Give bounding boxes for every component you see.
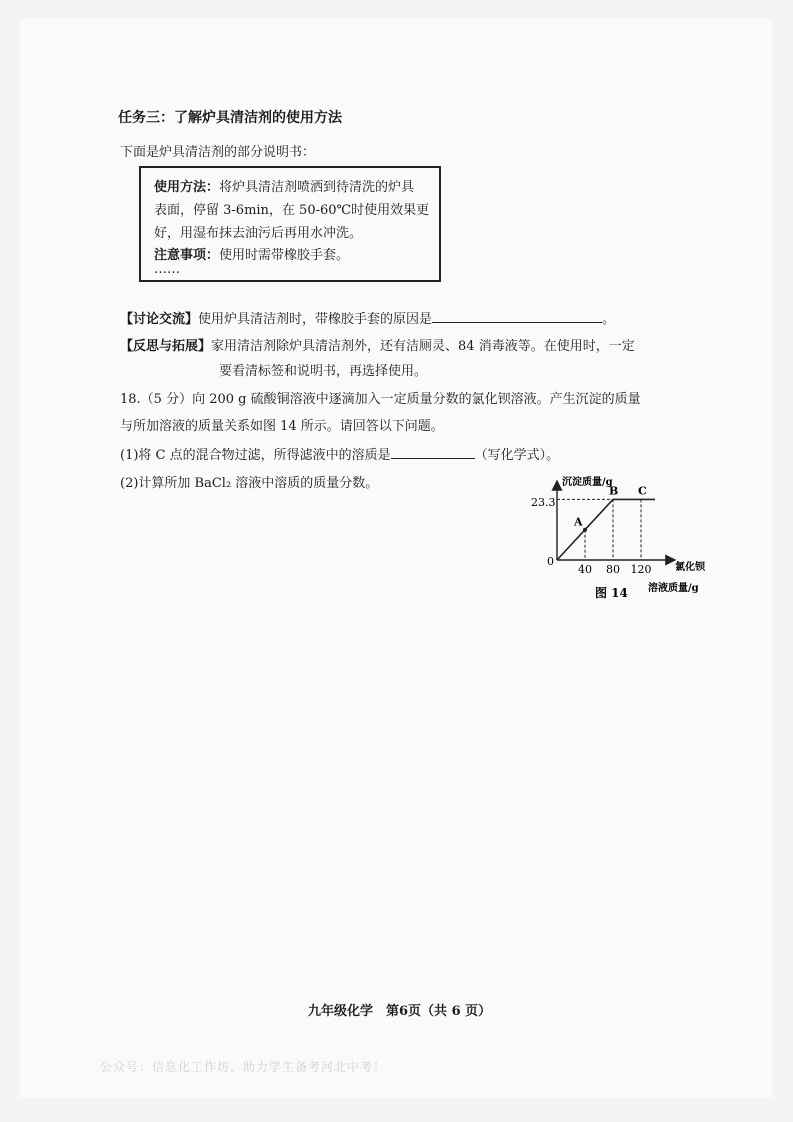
instructions-intro: 下面是炉具清洁剂的部分说明书： <box>120 145 316 160</box>
reflection-text-1: 家用清洁剂除炉具清洁剂外，还有洁厕灵、84 消毒液等。在使用时，一定 <box>211 339 635 354</box>
discussion-answer-blank[interactable] <box>432 310 602 323</box>
discussion-end: 。 <box>602 312 616 327</box>
q18-sub1-answer-blank[interactable] <box>391 446 475 459</box>
q18-line-1: 18.（5 分）向 200 g 硫酸铜溶液中逐滴加入一定质量分数的氯化钡溶液。产生沉淀的质量 <box>120 392 641 407</box>
discussion-label: 【讨论交流】 <box>120 312 199 327</box>
caution-text: 使用时需带橡胶手套。 <box>219 248 350 263</box>
caution-line <box>154 244 349 263</box>
point-label-b: B <box>609 484 619 498</box>
q18-sub1 <box>120 444 559 463</box>
task-title: 任务三：了解炉具清洁剂的使用方法 <box>118 110 342 126</box>
discussion-line <box>120 308 615 327</box>
usage-line-2: 表面，停留 3-6min，在 50-60℃时使用效果更 <box>154 203 430 218</box>
ellipsis: …… <box>154 262 180 277</box>
reflection-line-1 <box>120 335 635 354</box>
q18-line-2: 与所加溶液的质量关系如图 14 所示。请回答以下问题。 <box>120 419 444 434</box>
point-label-a: A <box>574 515 583 529</box>
x-axis-label-line-1: 氯化钡 <box>675 562 705 573</box>
q18-sub1-end: （写化学式）。 <box>474 448 560 463</box>
usage-line-1 <box>154 176 414 195</box>
instruction-box <box>139 166 441 282</box>
page-footer: 九年级化学 第6页（共 6 页） <box>308 1004 492 1019</box>
x-tick-label-80: 80 <box>606 563 620 576</box>
usage-text-1: 将炉具清洁剂喷洒到待清洗的炉具 <box>219 180 415 195</box>
watermark-text: 公众号：信息化工作坊，助力学生备考河北中考！ <box>100 1060 387 1074</box>
x-tick-label-120: 120 <box>630 563 652 576</box>
x-tick-label-40: 40 <box>578 563 592 576</box>
x-axis-label-line-2: 溶液质量/g <box>648 583 699 594</box>
origin-label: 0 <box>547 555 554 568</box>
q18-sub1-text: (1)将 C 点的混合物过滤，所得滤液中的溶质是 <box>120 448 391 463</box>
usage-line-3: 好，用湿布抹去油污后再用水冲洗。 <box>154 226 363 241</box>
usage-label: 使用方法： <box>154 180 220 195</box>
reflection-line-2: 要看清标签和说明书，再选择使用。 <box>219 364 428 379</box>
point-label-c: C <box>638 484 647 498</box>
figure-14-chart <box>525 475 715 615</box>
discussion-text: 使用炉具清洁剂时，带橡胶手套的原因是 <box>198 312 433 327</box>
y-tick-label: 23.3 <box>531 496 556 509</box>
point-a-marker <box>583 528 587 532</box>
caution-label: 注意事项： <box>154 248 220 263</box>
reflection-label: 【反思与拓展】 <box>120 339 212 354</box>
q18-sub2: (2)计算所加 BaCl₂ 溶液中溶质的质量分数。 <box>120 476 379 491</box>
y-axis-label: 沉淀质量/g <box>562 477 613 488</box>
figure-caption: 图 14 <box>595 586 628 600</box>
